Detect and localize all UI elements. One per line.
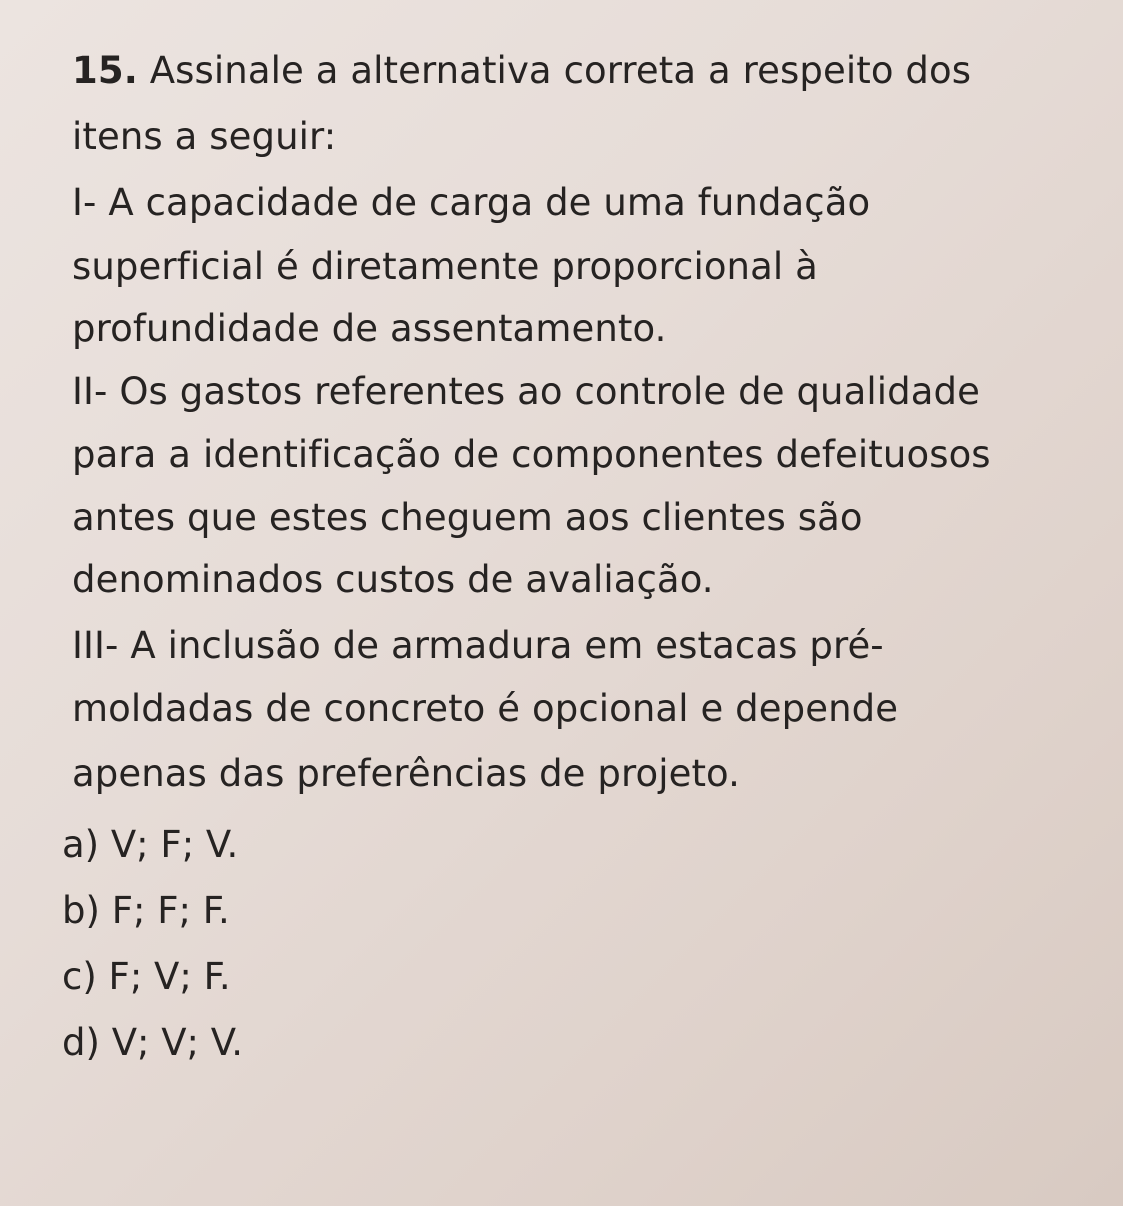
option-c <box>62 955 231 998</box>
option-c-text: F; V; F. <box>108 955 231 998</box>
question-stem-line-1 <box>72 49 972 92</box>
option-c-label: c) <box>62 955 97 998</box>
question-stem-line-2: itens a seguir: <box>72 115 337 158</box>
question-number: 15. <box>72 49 138 92</box>
item-2-line-3: antes que estes cheguem aos clientes são <box>72 496 863 539</box>
option-a-text: V; F; V. <box>110 823 239 866</box>
item-2-line-4: denominados custos de avaliação. <box>72 558 714 601</box>
option-a-label: a) <box>62 823 100 866</box>
option-b-text: F; F; F. <box>111 889 230 932</box>
item-3-line-2: moldadas de concreto é opcional e depende <box>72 687 899 730</box>
item-1-line-1: I- A capacidade de carga de uma fundação <box>72 181 871 224</box>
item-3-line-3: apenas das preferências de projeto. <box>72 752 741 795</box>
item-2-line-2: para a identificação de componentes defeituosos <box>72 433 991 476</box>
option-d-text: V; V; V. <box>111 1021 244 1064</box>
item-2-line-1: II- Os gastos referentes ao controle de qualidade <box>72 370 980 413</box>
option-a <box>62 823 239 866</box>
option-d <box>62 1021 244 1064</box>
item-1-line-3: profundidade de assentamento. <box>72 307 667 350</box>
option-b <box>62 889 230 932</box>
question-stem-text-1: Assinale a alternativa correta a respeito dos <box>149 49 972 92</box>
option-b-label: b) <box>62 889 100 932</box>
item-1-line-2: superficial é diretamente proporcional à <box>72 245 818 288</box>
item-3-line-1: III- A inclusão de armadura em estacas pré- <box>72 624 884 667</box>
option-d-label: d) <box>62 1021 100 1064</box>
